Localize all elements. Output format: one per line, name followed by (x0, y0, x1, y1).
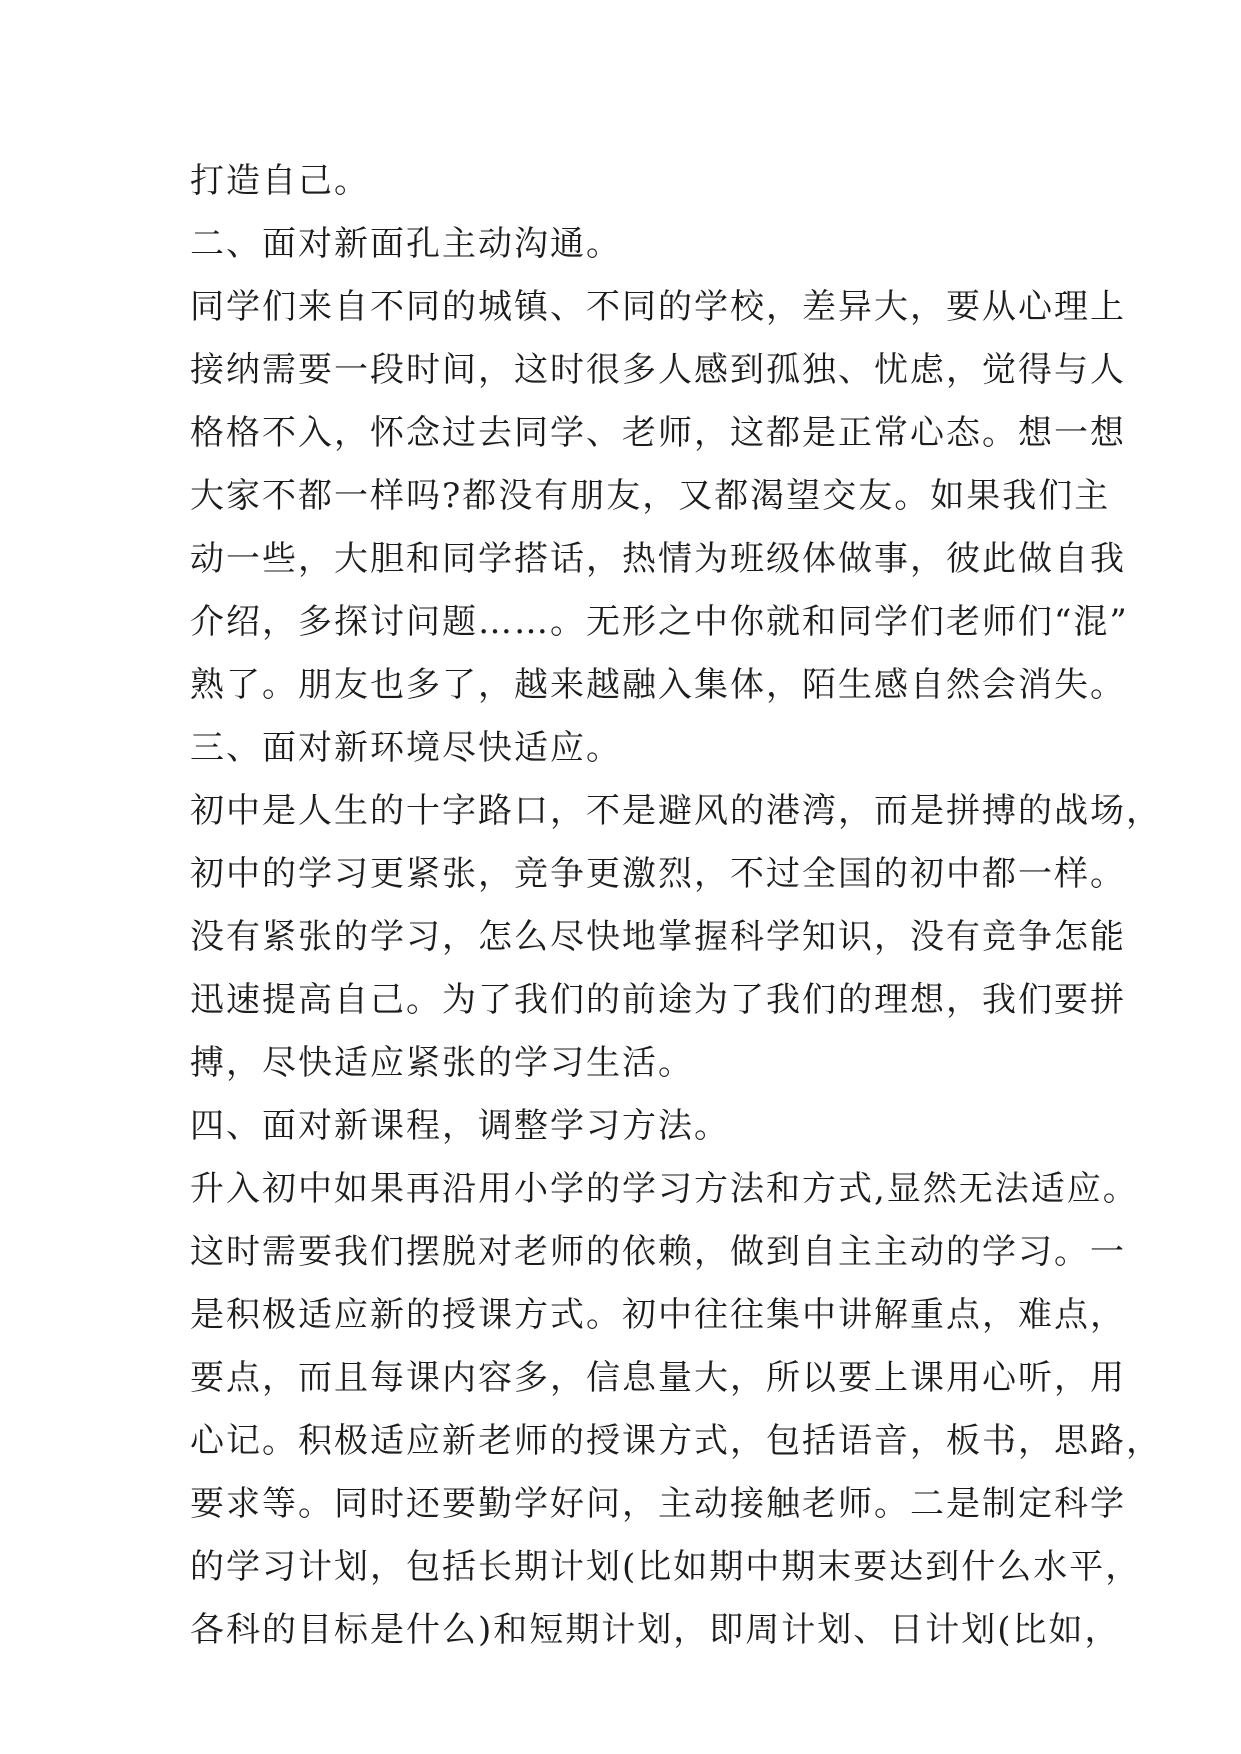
text-line: 的学习计划，包括长期计划(比如期中期末要达到什么水平， (190, 1547, 1142, 1587)
text-line: 是积极适应新的授课方式。初中往往集中讲解重点，难点， (190, 1295, 1126, 1335)
text-line: 没有紧张的学习，怎么尽快地掌握科学知识，没有竞争怎能 (190, 917, 1126, 957)
text-line: 这时需要我们摆脱对老师的依赖，做到自主主动的学习。一 (190, 1232, 1126, 1272)
text-line: 大家不都一样吗?都没有朋友，又都渴望交友。如果我们主 (190, 476, 1111, 516)
text-line: 接纳需要一段时间，这时很多人感到孤独、忧虑，觉得与人 (190, 350, 1126, 390)
text-line: 迅速提高自己。为了我们的前途为了我们的理想，我们要拼 (190, 980, 1126, 1020)
text-line: 初中是人生的十字路口，不是避风的港湾，而是拼搏的战场， (190, 791, 1162, 831)
text-line: 心记。积极适应新老师的授课方式，包括语音，板书，思路， (190, 1421, 1162, 1461)
text-line: 动一些，大胆和同学搭话，热情为班级体做事，彼此做自我 (190, 539, 1126, 579)
text-line: 要点，而且每课内容多，信息量大，所以要上课用心听，用 (190, 1358, 1126, 1398)
text-line: 各科的目标是什么)和短期计划，即周计划、日计划(比如， (190, 1610, 1121, 1650)
text-line: 搏，尽快适应紧张的学习生活。 (190, 1043, 694, 1083)
text-line: 同学们来自不同的城镇、不同的学校，差异大，要从心理上 (190, 287, 1126, 327)
section-heading: 四、面对新课程，调整学习方法。 (190, 1106, 730, 1146)
text-line: 格格不入，怀念过去同学、老师，这都是正常心态。想一想 (190, 413, 1126, 453)
text-line: 初中的学习更紧张，竞争更激烈，不过全国的初中都一样。 (190, 854, 1126, 894)
document-body (190, 150, 1162, 1662)
text-line: 要求等。同时还要勤学好问，主动接触老师。二是制定科学 (190, 1484, 1126, 1524)
text-line: 介绍，多探讨问题……。无形之中你就和同学们老师们“混” (190, 602, 1129, 642)
text-line: 熟了。朋友也多了，越来越融入集体，陌生感自然会消失。 (190, 665, 1126, 705)
section-heading: 二、面对新面孔主动沟通。 (190, 224, 622, 264)
text-line: 打造自己。 (190, 161, 370, 201)
text-line: 升入初中如果再沿用小学的学习方法和方式,显然无法适应。 (190, 1169, 1139, 1209)
section-heading: 三、面对新环境尽快适应。 (190, 728, 622, 768)
